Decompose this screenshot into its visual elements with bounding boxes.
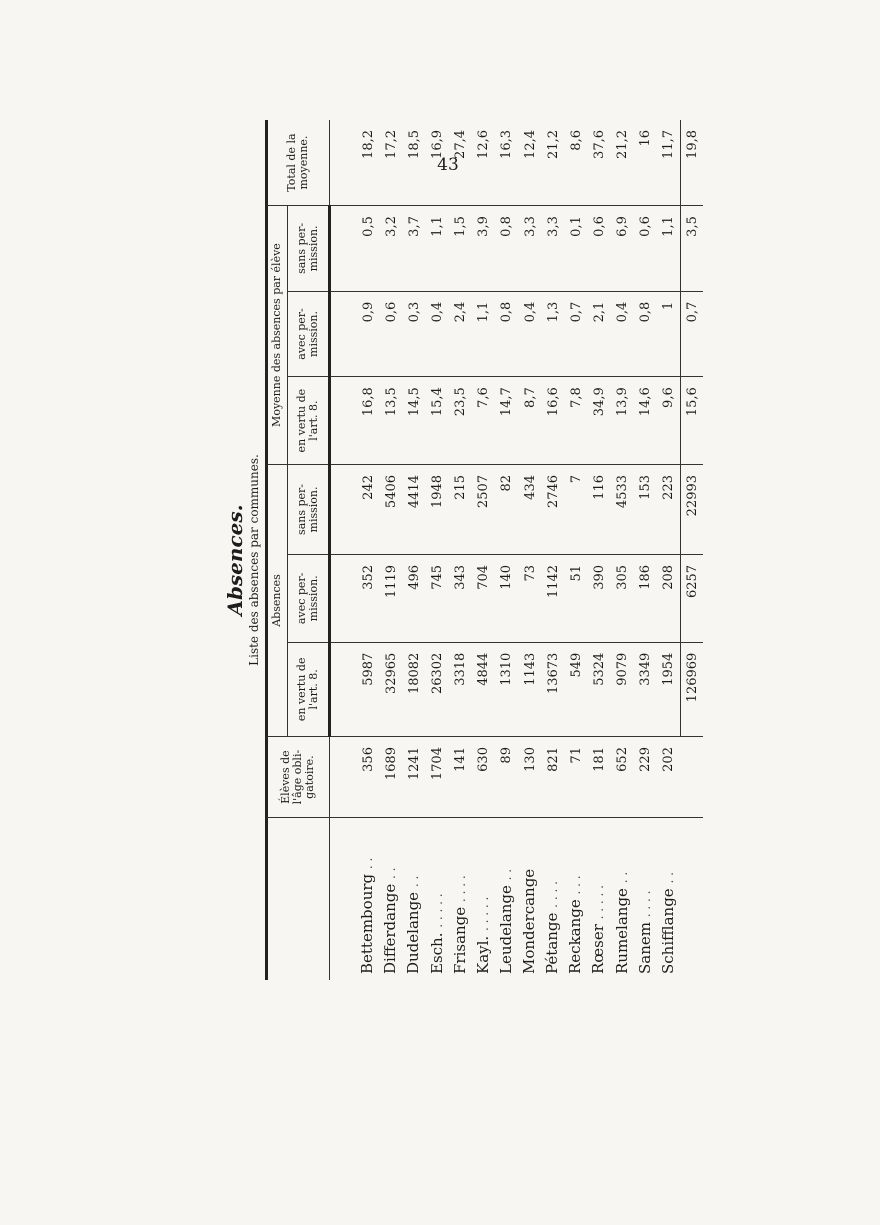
header-abs-avec-permission: avec per-mission. (288, 554, 330, 642)
cell-abs-sans: 223 (657, 464, 680, 554)
commune-name (611, 818, 634, 980)
cell-moy-art8: 14,6 (634, 377, 657, 465)
table-row (542, 120, 565, 980)
cell-abs-sans: 7 (565, 464, 588, 554)
commune-name (357, 818, 380, 980)
commune-name (519, 818, 542, 980)
cell-total: 16 (634, 120, 657, 206)
leader-dots: . . . . (638, 890, 653, 918)
cell-moy-art8: 15,4 (426, 377, 449, 465)
cell-abs-avec: 208 (657, 554, 680, 642)
cell-moy-sans: 0,1 (565, 206, 588, 292)
total-abs-art8: 126969 (681, 642, 704, 736)
cell-moy-sans: 0,8 (495, 206, 518, 292)
leader-dots: . . . . . (476, 896, 491, 932)
commune-label: Reckange (566, 899, 585, 974)
commune-label: Mondercange (520, 868, 539, 974)
cell-eleves: 181 (588, 737, 611, 818)
cell-eleves: 630 (472, 737, 495, 818)
cell-total: 12,6 (472, 120, 495, 206)
cell-moy-avec: 0,8 (634, 291, 657, 377)
cell-total: 18,2 (357, 120, 380, 206)
cell-abs-sans: 242 (357, 464, 380, 554)
commune-label: Differdange (381, 883, 400, 974)
cell-abs-art8: 18082 (403, 642, 426, 736)
page-number: 43 (437, 155, 459, 175)
header-moy-avec-permission: avec per-mission. (288, 291, 330, 377)
cell-eleves: 141 (449, 737, 472, 818)
commune-name (565, 818, 588, 980)
cell-total: 8,6 (565, 120, 588, 206)
total-abs-sans: 22993 (681, 464, 704, 554)
cell-moy-sans: 6,9 (611, 206, 634, 292)
cell-abs-avec: 745 (426, 554, 449, 642)
cell-moy-sans: 1,1 (657, 206, 680, 292)
cell-abs-avec: 51 (565, 554, 588, 642)
header-moy-en-vertu: en vertu de l'art. 8. (288, 377, 330, 465)
cell-eleves: 89 (495, 737, 518, 818)
commune-label: Rœser (589, 924, 608, 974)
cell-abs-sans: 434 (519, 464, 542, 554)
commune-name (542, 818, 565, 980)
cell-abs-sans: 4414 (403, 464, 426, 554)
cell-abs-art8: 13673 (542, 642, 565, 736)
cell-abs-avec: 1142 (542, 554, 565, 642)
leader-dots: . . . (569, 875, 584, 895)
leader-dots: . . (661, 872, 676, 884)
totals-row (681, 120, 704, 980)
cell-moy-art8: 16,6 (542, 377, 565, 465)
cell-eleves: 1704 (426, 737, 449, 818)
cell-abs-sans: 153 (634, 464, 657, 554)
cell-abs-sans: 4533 (611, 464, 634, 554)
commune-name (634, 818, 657, 980)
table-subtitle: Liste des absences par communes. (247, 454, 261, 666)
commune-name (657, 818, 680, 980)
table-row (565, 120, 588, 980)
total-moy-art8: 15,6 (681, 377, 704, 465)
cell-abs-art8: 4844 (472, 642, 495, 736)
cell-moy-sans: 0,6 (588, 206, 611, 292)
table-row (495, 120, 518, 980)
cell-moy-sans: 0,5 (357, 206, 380, 292)
cell-moy-avec: 1 (657, 291, 680, 377)
cell-moy-art8: 7,6 (472, 377, 495, 465)
table-body (330, 120, 681, 980)
header-commune (267, 818, 330, 980)
cell-abs-sans: 2746 (542, 464, 565, 554)
cell-abs-avec: 1119 (380, 554, 403, 642)
absences-table (267, 120, 703, 980)
commune-label: Pétange (543, 912, 562, 974)
cell-eleves: 356 (357, 737, 380, 818)
cell-moy-avec: 0,3 (403, 291, 426, 377)
commune-label: Rumelange (612, 888, 631, 974)
cell-total: 21,2 (542, 120, 565, 206)
commune-name (403, 818, 426, 980)
cell-moy-avec: 0,7 (565, 291, 588, 377)
cell-total: 11,7 (657, 120, 680, 206)
table-row (449, 120, 472, 980)
cell-abs-art8: 32965 (380, 642, 403, 736)
cell-moy-art8: 13,9 (611, 377, 634, 465)
cell-moy-sans: 0,6 (634, 206, 657, 292)
table-row (519, 120, 542, 980)
cell-abs-sans: 116 (588, 464, 611, 554)
cell-abs-avec: 140 (495, 554, 518, 642)
cell-moy-art8: 8,7 (519, 377, 542, 465)
cell-abs-sans: 215 (449, 464, 472, 554)
cell-moy-avec: 0,4 (611, 291, 634, 377)
commune-label: Frisange (450, 906, 469, 974)
commune-label: Schifflange (658, 888, 677, 974)
rotated-table-block (223, 120, 703, 1000)
cell-moy-sans: 3,3 (519, 206, 542, 292)
cell-abs-art8: 1954 (657, 642, 680, 736)
cell-abs-sans: 5406 (380, 464, 403, 554)
cell-moy-avec: 1,3 (542, 291, 565, 377)
total-abs-avec: 6257 (681, 554, 704, 642)
total-moyenne: 19,8 (681, 120, 704, 206)
total-moy-sans: 3,5 (681, 206, 704, 292)
leader-dots: . . . . . (592, 885, 607, 920)
cell-moy-sans: 3,2 (380, 206, 403, 292)
cell-moy-art8: 16,8 (357, 377, 380, 465)
cell-eleves: 202 (657, 737, 680, 818)
total-moy-avec: 0,7 (681, 291, 704, 377)
leader-dots: . . (361, 857, 376, 870)
header-abs-en-vertu: en vertu de l'art. 8. (288, 642, 330, 736)
commune-label: Esch. (427, 932, 446, 974)
cell-eleves: 1689 (380, 737, 403, 818)
cell-moy-avec: 1,1 (472, 291, 495, 377)
leader-dots: . . (615, 871, 630, 884)
leader-dots: . . (499, 868, 514, 881)
cell-eleves: 71 (565, 737, 588, 818)
table-row (426, 120, 449, 980)
cell-moy-art8: 34,9 (588, 377, 611, 465)
cell-moy-avec: 2,4 (449, 291, 472, 377)
cell-total: 37,6 (588, 120, 611, 206)
cell-total: 18,5 (403, 120, 426, 206)
cell-abs-avec: 704 (472, 554, 495, 642)
cell-moy-avec: 2,1 (588, 291, 611, 377)
cell-abs-art8: 1143 (519, 642, 542, 736)
commune-label: Dudelange (404, 891, 423, 974)
header-moy-sans-permission: sans per-mission. (288, 206, 330, 292)
leader-dots: . . . . (546, 881, 561, 908)
cell-eleves: 821 (542, 737, 565, 818)
header-total-moyenne: Total de la moyenne. (267, 120, 330, 206)
cell-abs-art8: 1310 (495, 642, 518, 736)
header-absences-group: Absences (267, 464, 288, 736)
table-row (403, 120, 426, 980)
commune-name (495, 818, 518, 980)
cell-abs-sans: 1948 (426, 464, 449, 554)
commune-name (380, 818, 403, 980)
cell-abs-art8: 9079 (611, 642, 634, 736)
commune-name (588, 818, 611, 980)
cell-total: 21,2 (611, 120, 634, 206)
cell-abs-art8: 549 (565, 642, 588, 736)
cell-total: 16,3 (495, 120, 518, 206)
cell-moy-avec: 0,9 (357, 291, 380, 377)
cell-moy-sans: 3,3 (542, 206, 565, 292)
cell-abs-avec: 186 (634, 554, 657, 642)
header-moyenne-group: Moyenne des absences par élève (267, 206, 288, 465)
cell-eleves: 229 (634, 737, 657, 818)
cell-abs-art8: 3318 (449, 642, 472, 736)
table-title: Absences. (223, 504, 247, 616)
cell-total: 16,9 (426, 120, 449, 206)
cell-moy-avec: 0,6 (380, 291, 403, 377)
table-row (588, 120, 611, 980)
cell-abs-art8: 5324 (588, 642, 611, 736)
cell-moy-sans: 1,5 (449, 206, 472, 292)
cell-moy-art8: 23,5 (449, 377, 472, 465)
cell-abs-avec: 496 (403, 554, 426, 642)
cell-moy-avec: 0,4 (519, 291, 542, 377)
cell-abs-avec: 390 (588, 554, 611, 642)
cell-abs-art8: 26302 (426, 642, 449, 736)
leader-dots: . . . . (453, 875, 468, 903)
cell-moy-art8: 9,6 (657, 377, 680, 465)
cell-moy-sans: 1,1 (426, 206, 449, 292)
cell-moy-avec: 0,8 (495, 291, 518, 377)
commune-name (472, 818, 495, 980)
cell-abs-avec: 352 (357, 554, 380, 642)
cell-eleves: 652 (611, 737, 634, 818)
table-row (472, 120, 495, 980)
commune-name (426, 818, 449, 980)
commune-label: Bettembourg (358, 873, 377, 974)
cell-abs-sans: 82 (495, 464, 518, 554)
cell-abs-art8: 3349 (634, 642, 657, 736)
table-row (634, 120, 657, 980)
leader-dots: . . (407, 875, 422, 888)
cell-abs-sans: 2507 (472, 464, 495, 554)
cell-abs-art8: 5987 (357, 642, 380, 736)
cell-abs-avec: 343 (449, 554, 472, 642)
cell-moy-avec: 0,4 (426, 291, 449, 377)
leader-dots: . . . . . (430, 893, 445, 928)
cell-moy-art8: 14,7 (495, 377, 518, 465)
table-row (380, 120, 403, 980)
cell-total: 17,2 (380, 120, 403, 206)
header-abs-sans-permission: sans per-mission. (288, 464, 330, 554)
cell-total: 12,4 (519, 120, 542, 206)
cell-eleves: 130 (519, 737, 542, 818)
table-row (611, 120, 634, 980)
cell-moy-art8: 13,5 (380, 377, 403, 465)
cell-moy-sans: 3,9 (472, 206, 495, 292)
table-row (357, 120, 380, 980)
commune-label: Sanem (635, 922, 654, 974)
cell-moy-art8: 14,5 (403, 377, 426, 465)
header-eleves: Élèves de l'âge obli-gatoire. (267, 737, 330, 818)
cell-abs-avec: 73 (519, 554, 542, 642)
cell-moy-art8: 7,8 (565, 377, 588, 465)
table-row (657, 120, 680, 980)
cell-eleves: 1241 (403, 737, 426, 818)
cell-total: 27,4 (449, 120, 472, 206)
cell-moy-sans: 3,7 (403, 206, 426, 292)
commune-name (449, 818, 472, 980)
commune-label: Leudelange (496, 885, 515, 974)
leader-dots: . . (384, 867, 399, 879)
cell-abs-avec: 305 (611, 554, 634, 642)
commune-label: Kayl. (473, 935, 492, 974)
